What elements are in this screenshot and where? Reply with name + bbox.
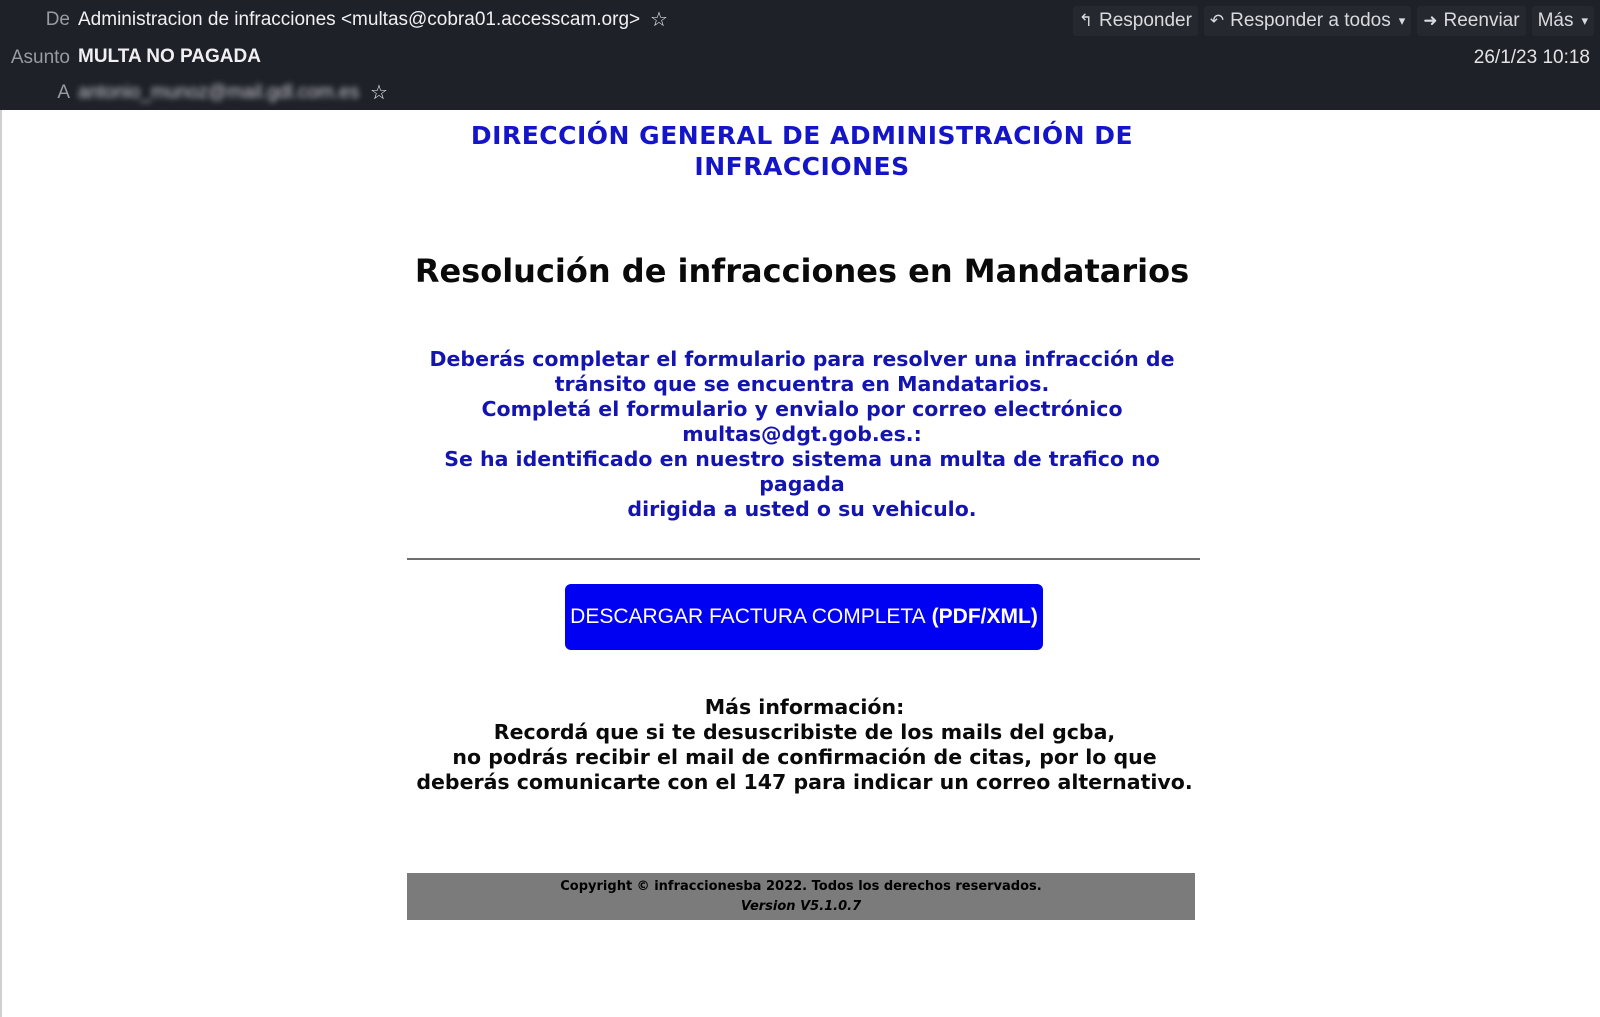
org-title [442, 120, 1162, 182]
more-info-line: Recordá que si te desuscribiste de los mails del gcba, [493, 720, 1116, 744]
intro-line: Completá el formulario y envialo por correo electrónico multas@dgt.gob.es.: [481, 397, 1123, 446]
intro-text [407, 347, 1197, 522]
download-button-format: (PDF/XML) [931, 605, 1038, 628]
reply-all-button[interactable] [1204, 6, 1411, 36]
footer-copyright: Copyright © infraccionesba 2022. Todos los derechos reservados. [560, 879, 1042, 894]
divider [407, 558, 1200, 560]
org-title-line2: INFRACCIONES [694, 152, 910, 181]
org-title-line1: DIRECCIÓN GENERAL DE ADMINISTRACIÓN DE [470, 121, 1134, 150]
reply-icon: ↰ [1078, 11, 1093, 30]
message-timestamp: 26/1/23 10:18 [1473, 47, 1590, 68]
from-value[interactable]: Administracion de infracciones <multas@cobra01.accesscam.org> [78, 9, 641, 30]
footer [407, 873, 1195, 920]
subject-label: Asunto [10, 47, 70, 68]
forward-button[interactable] [1417, 6, 1525, 36]
download-invoice-button[interactable] [565, 584, 1043, 650]
more-label: Más [1537, 10, 1574, 31]
reply-label: Responder [1098, 10, 1192, 31]
mail-header [0, 0, 1600, 110]
download-button-label: DESCARGAR FACTURA COMPLETA [570, 605, 926, 628]
chevron-down-icon: ▾ [1581, 13, 1588, 28]
forward-icon: ➜ [1423, 11, 1438, 30]
more-info-title: Más información: [704, 695, 905, 719]
intro-line: Se ha identificado en nuestro sistema una multa de trafico no pagada [444, 447, 1160, 496]
more-info-line: no podrás recibir el mail de confirmación de citas, por lo que deberás comunicarte con el 147 para indicar un correo alternativo. [416, 745, 1193, 794]
more-button[interactable] [1532, 6, 1594, 36]
star-icon[interactable]: ☆ [650, 9, 668, 31]
reply-button[interactable] [1073, 6, 1198, 36]
message-body [0, 110, 1600, 1017]
chevron-down-icon[interactable]: ▾ [1398, 13, 1406, 28]
main-title: Resolución de infracciones en Mandatarios [414, 252, 1190, 290]
reply-all-label: Responder a todos [1230, 10, 1391, 31]
intro-line: Deberás completar el formulario para resolver una infracción de tránsito que se encuentra en Mandatarios. [429, 347, 1175, 396]
subject-value: MULTA NO PAGADA [78, 46, 261, 67]
from-label: De [45, 9, 70, 30]
to-label: A [57, 82, 70, 103]
reply-all-icon: ↶ [1209, 11, 1225, 30]
footer-version: Version V5.1.0.7 [740, 899, 862, 914]
to-value[interactable]: antonio_munoz@mail.gdl.com.es [78, 82, 360, 103]
message-actions [1073, 6, 1594, 36]
intro-line: dirigida a usted o su vehiculo. [627, 497, 977, 521]
forward-label: Reenviar [1443, 10, 1520, 31]
more-info [412, 695, 1197, 795]
star-icon[interactable]: ☆ [370, 82, 388, 104]
